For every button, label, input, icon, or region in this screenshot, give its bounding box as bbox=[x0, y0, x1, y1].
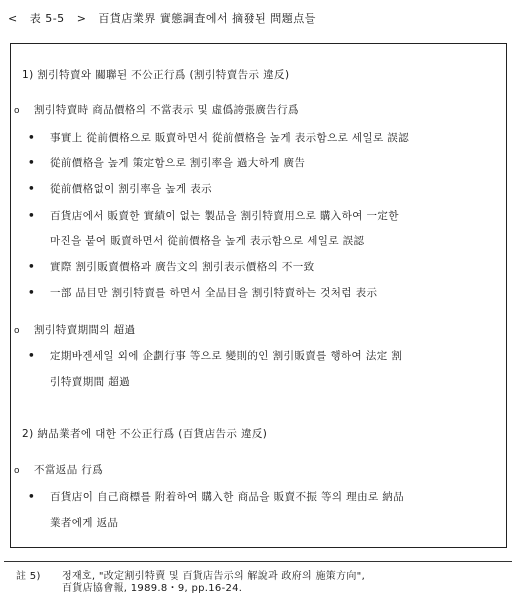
list-item: • 從前價格을 높게 策定함으로 割引率을 過大하게 廣告 bbox=[28, 157, 306, 169]
table-caption bbox=[8, 10, 316, 26]
caption-title: 百貨店業界 實態調査에서 摘發된 問題点들 bbox=[98, 12, 316, 25]
caption-right-bracket: > bbox=[76, 12, 87, 25]
list-item: • 百貨店에서 販賣한 實績이 없는 製品을 割引特賣用으로 購入하여 一定한 bbox=[28, 210, 399, 222]
footnote-label: 註 5) bbox=[16, 571, 41, 582]
list-item-continuation: 業者에게 返品 bbox=[50, 517, 119, 529]
list-item: • 定期바겐세일 외에 企劃行事 等으로 變則的인 割引販賣를 행하여 法定 割 bbox=[28, 350, 403, 362]
group-title: o 割引特賣期間의 超過 bbox=[14, 324, 136, 336]
list-item: • 事實上 從前價格으로 販賣하면서 從前價格을 높게 表示함으로 세일로 誤認 bbox=[28, 132, 410, 144]
caption-left-bracket: < bbox=[8, 12, 18, 25]
list-item-continuation: 引特賣期間 超過 bbox=[50, 376, 131, 388]
section-heading-2: 2) 納品業者에 대한 不公正行爲 (百貨店告示 違反) bbox=[22, 428, 268, 440]
list-item: • 百貨店이 自己商標를 附着하여 購入한 商品을 販賣不振 等의 理由로 納品 bbox=[28, 491, 405, 503]
list-item: • 從前價格없이 割引率을 높게 表示 bbox=[28, 183, 213, 195]
group-title: o 割引特賣時 商品價格의 不當表示 및 虛僞誇張廣告行爲 bbox=[14, 104, 299, 116]
footnote-citation: 정재호, "改定割引特賣 및 百貨店告示의 解說과 政府의 施策方向", bbox=[62, 571, 366, 582]
group-title: o 不當返品 行爲 bbox=[14, 464, 104, 476]
list-item: • 實際 割引販賣價格과 廣告文의 割引表示價格의 不一致 bbox=[28, 261, 315, 273]
list-item-continuation: 마진을 붙여 販賣하면서 從前價格을 높게 表示함으로 세일로 誤認 bbox=[50, 235, 365, 247]
list-item: • 一部 品目만 割引特賣를 하면서 全品目을 割引特賣하는 것처럼 表示 bbox=[28, 287, 378, 299]
section-heading-1: 1) 割引特賣와 關聯된 不公正行爲 (割引特賣告示 違反) bbox=[22, 69, 290, 81]
caption-label: 表 5-5 bbox=[29, 12, 65, 25]
footnote-citation-source: 百貨店協會報, 1989.8・9, pp.16-24. bbox=[62, 583, 243, 594]
footnote-divider bbox=[4, 561, 512, 562]
